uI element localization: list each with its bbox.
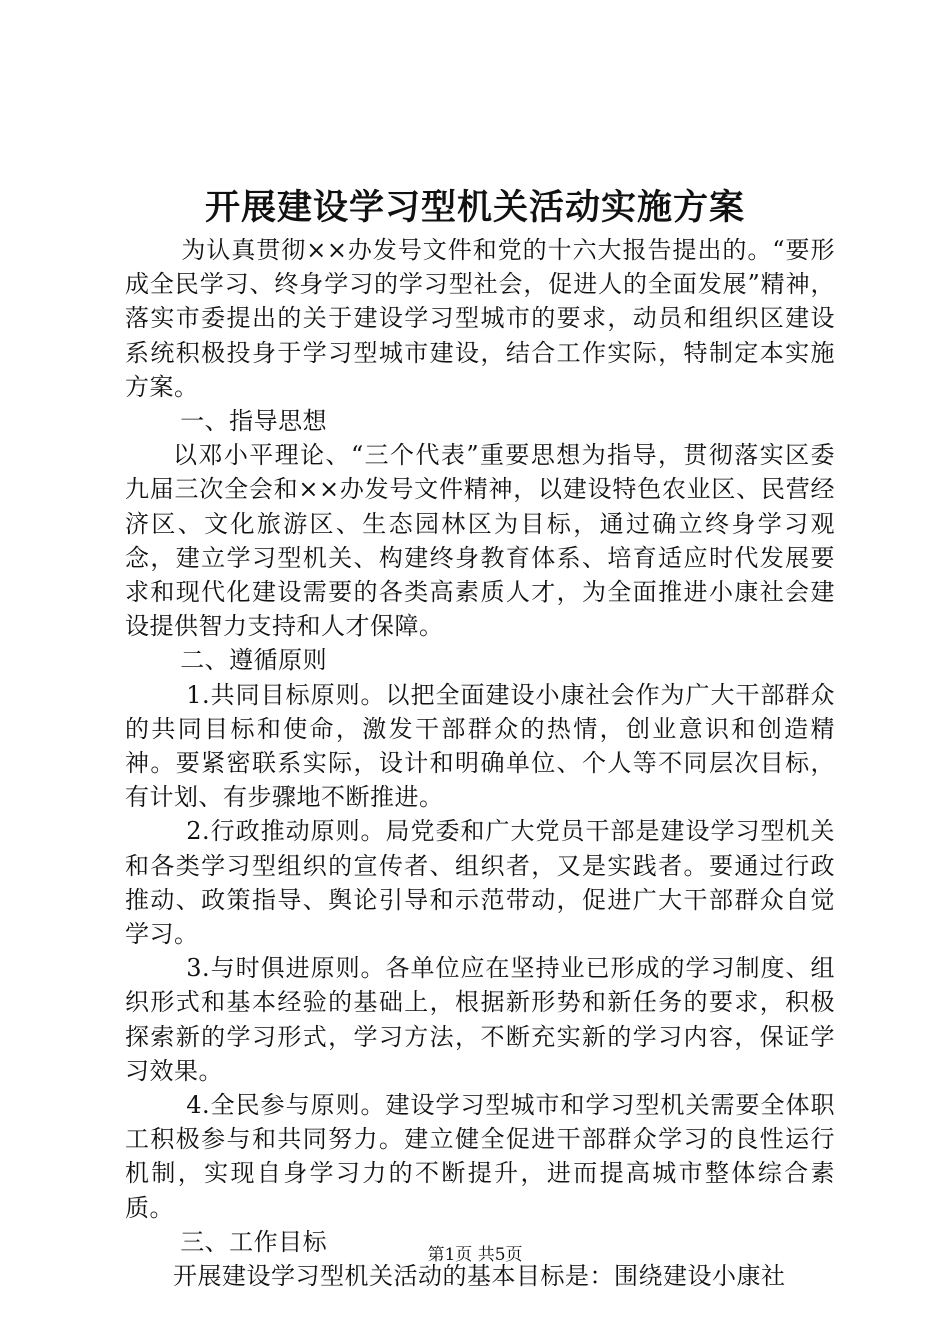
document-body xyxy=(125,233,835,1293)
work-goals-paragraph: 开展建设学习型机关活动的基本目标是：围绕建设小康社 xyxy=(173,1262,786,1291)
principle-item-4: 4.全民参与原则。建设学习型城市和学习型机关需要全体职工积极参与和共同努力。建立健全促进干部群众学习的良性运行机制，实现自身学习力的不断提升，进而提高城市整体综合素质。 xyxy=(125,1091,835,1222)
principle-item-3: 3.与时俱进原则。各单位应在坚持业已形成的学习制度、组织形式和基本经验的基础上，根据新形势和新任务的要求，积极探索新的学习形式，学习方法，不断充实新的学习内容，保证学习效果。 xyxy=(125,954,835,1085)
document-title: 开展建设学习型机关活动实施方案 xyxy=(204,187,745,228)
principle-item-2: 2.行政推动原则。局党委和广大党员干部是建设学习型机关和各类学习型组织的宣传者、组织者，又是实践者。要通过行政推动、政策指导、舆论引导和示范带动，促进广大干部群众自觉学习。 xyxy=(125,817,835,949)
section-heading-work-goals: 三、工作目标 xyxy=(180,1227,328,1256)
principle-item-1: 1.共同目标原则。以把全面建设小康社会作为广大干部群众的共同目标和使命，激发干部群众的热情，创业意识和创造精神。要紧密联系实际，设计和明确单位、个人等不同层次目标，有计划、有步骤地不断推进。 xyxy=(125,680,835,812)
guiding-ideology-paragraph: 以邓小平理论、“三个代表”重要思想为指导，贯彻落实区委九届三次全会和××办发号文件精神，以建设特色农业区、民营经济区、文化旅游区、生态园林区为目标，通过确立终身学习观念，建立学习型机关、构建终身教育体系、培育适应时代发展要求和现代化建设需要的各类高素质人才，为全面推进小康社会建设提供智力支持和人才保障。 xyxy=(125,441,835,641)
page-number-footer: 第1页 共5页 xyxy=(427,1245,523,1265)
section-heading-guiding-ideology: 一、指导思想 xyxy=(180,407,328,436)
intro-paragraph: 为认真贯彻××办发号文件和党的十六大报告提出的。“要形成全民学习、终身学习的学习型社会，促进人的全面发展”精神，落实市委提出的关于建设学习型城市的要求，动员和组织区建设系统积极投身于学习型城市建设，结合工作实际，特制定本实施方案。 xyxy=(125,236,835,401)
section-heading-principles: 二、遵循原则 xyxy=(180,646,328,675)
